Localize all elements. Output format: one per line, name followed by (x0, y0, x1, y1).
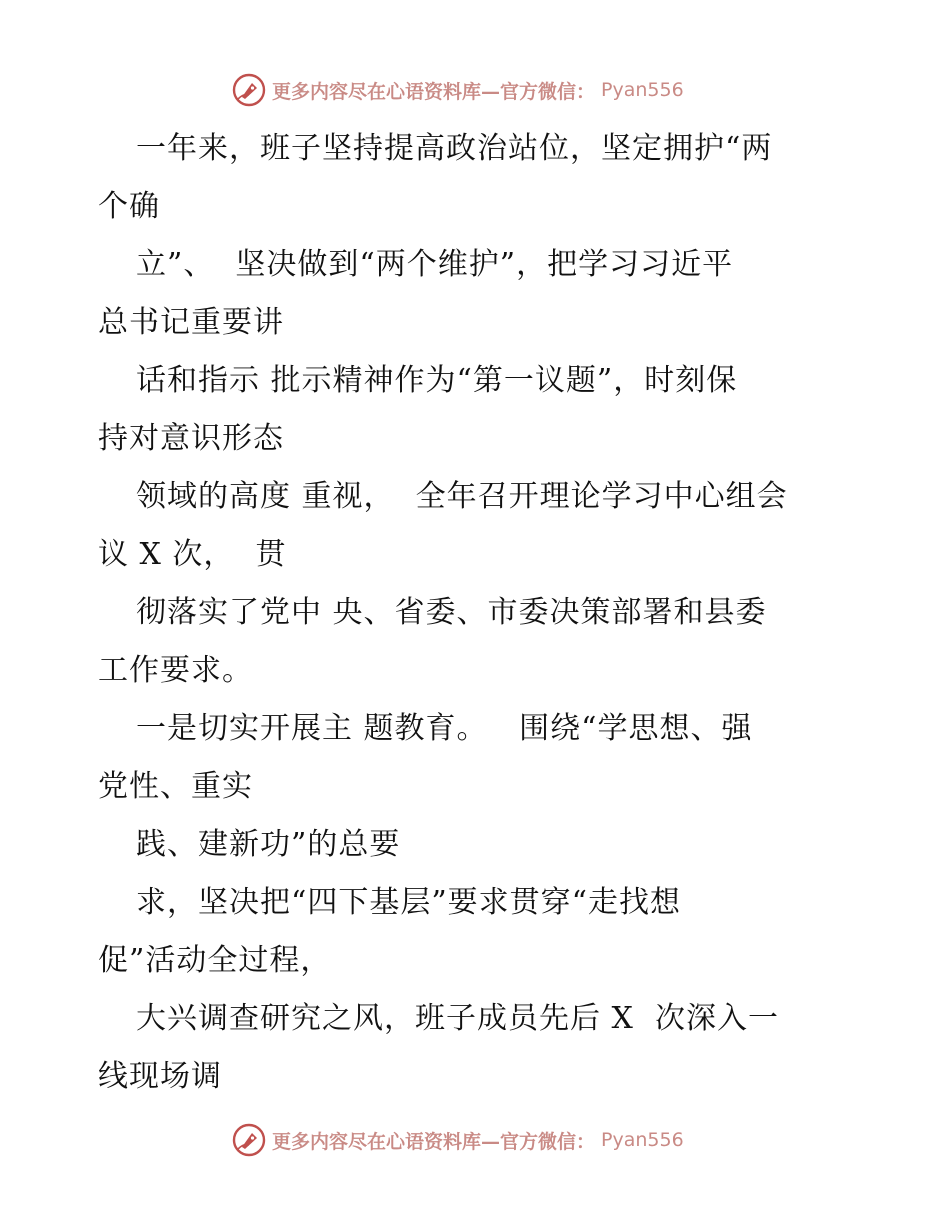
text-line: 话和指示 批示精神作为“第一议题”，时刻保 (136, 363, 738, 398)
footer-watermark (232, 1122, 684, 1158)
text-line: 议 X 次， 贯 (98, 537, 287, 572)
header-watermark (232, 72, 684, 108)
text-line: 一年来，班子坚持提高政治站位，坚定拥护“两 (136, 131, 773, 166)
pen-nib-logo-icon (232, 1123, 266, 1157)
text-line: 领域的高度 重视， 全年召开理论学习中心组会 (136, 479, 788, 514)
watermark-text: 更多内容尽在心语资料库—官方微信： (272, 1130, 596, 1153)
text-line: 一是切实开展主 题教育。 围绕“学思想、强 (136, 711, 753, 746)
text-line: 践、建新功”的总要 (136, 827, 401, 862)
text-line: 个确 (98, 189, 160, 224)
text-line: 求，坚决把“四下基层”要求贯穿“走找想 (136, 885, 682, 920)
watermark-wechat-id: Pyan556 (601, 79, 684, 101)
text-line: 彻落实了党中 央、省委、市委决策部署和县委 (136, 595, 767, 630)
text-line: 线现场调 (98, 1059, 222, 1094)
text-line: 立”、 坚决做到“两个维护”，把学习习近平 (136, 247, 734, 282)
text-line: 工作要求。 (98, 653, 253, 688)
text-line: 总书记重要讲 (98, 305, 284, 340)
watermark-text: 更多内容尽在心语资料库—官方微信： (272, 80, 596, 103)
text-line: 大兴调查研究之风，班子成员先后 X 次深入一 (136, 1001, 779, 1036)
pen-nib-logo-icon (232, 73, 266, 107)
text-line: 促”活动全过程， (98, 943, 332, 978)
text-line: 党性、重实 (98, 769, 253, 804)
text-line: 持对意识形态 (98, 421, 284, 456)
watermark-wechat-id: Pyan556 (601, 1129, 684, 1151)
